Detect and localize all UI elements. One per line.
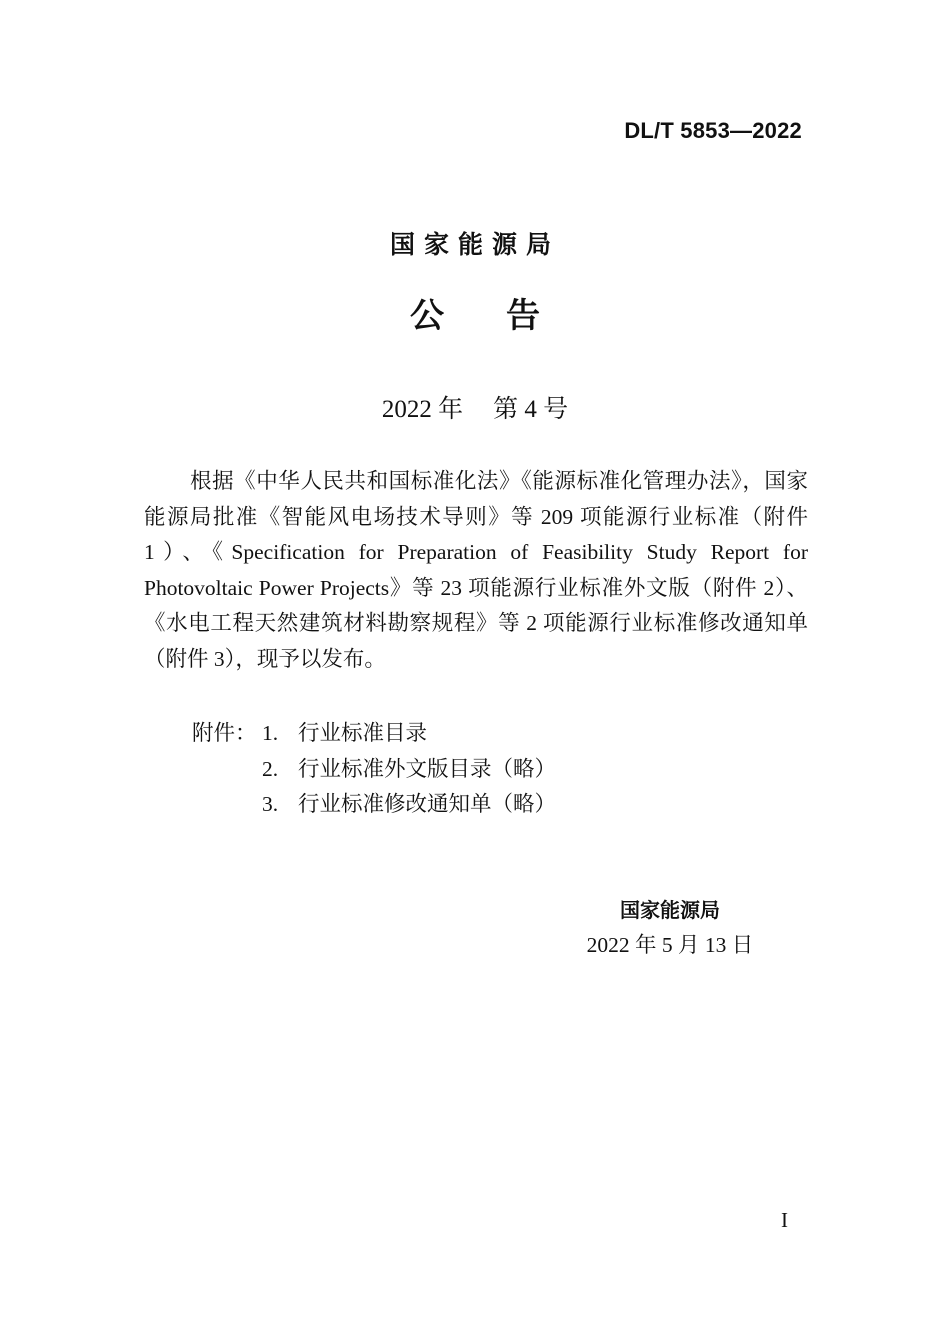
issue-number [0, 389, 950, 425]
attachment-item [192, 787, 556, 823]
attachment-number: 1. [262, 721, 279, 745]
attachments-label: 附件： [192, 721, 257, 745]
signature-block [560, 893, 780, 963]
attachment-title: 行业标准目录 [298, 721, 428, 745]
attachments-list [192, 716, 556, 823]
page-number: I [781, 1208, 788, 1232]
issue-year: 2022 年 [381, 396, 464, 423]
attachment-title: 行业标准修改通知单（略） [298, 792, 557, 816]
attachment-title: 行业标准外文版目录（略） [298, 756, 557, 781]
standard-code: DL/T 5853—2022 [624, 118, 802, 143]
issuer-name: 国家能源局 [389, 230, 560, 259]
attachment-number: 2. [262, 756, 279, 781]
document-title: 公告 [410, 296, 602, 336]
signature-date: 2022 年 5 月 13 日 [586, 933, 754, 957]
attachment-item [192, 752, 556, 788]
issue-sequence: 第 4 号 [493, 396, 569, 423]
attachment-item [192, 716, 556, 752]
attachment-number: 3. [262, 792, 279, 816]
signature-organization: 国家能源局 [620, 898, 720, 922]
notice-body: 根据《中华人民共和国标准化法》《能源标准化管理办法》，国家能源局批准《智能风电场技术导则》等 209 项能源行业标准（附件 1）、《Specification for Preparation of Feasibility Study Report for Photovoltaic Power Projects》等 23 项能源行业标准外文版（附件 2）、《水电工程天然建筑材料勘察规程》等 2 项能源行业标准修改通知单（附件 3），现予以发布。 [144, 469, 808, 671]
